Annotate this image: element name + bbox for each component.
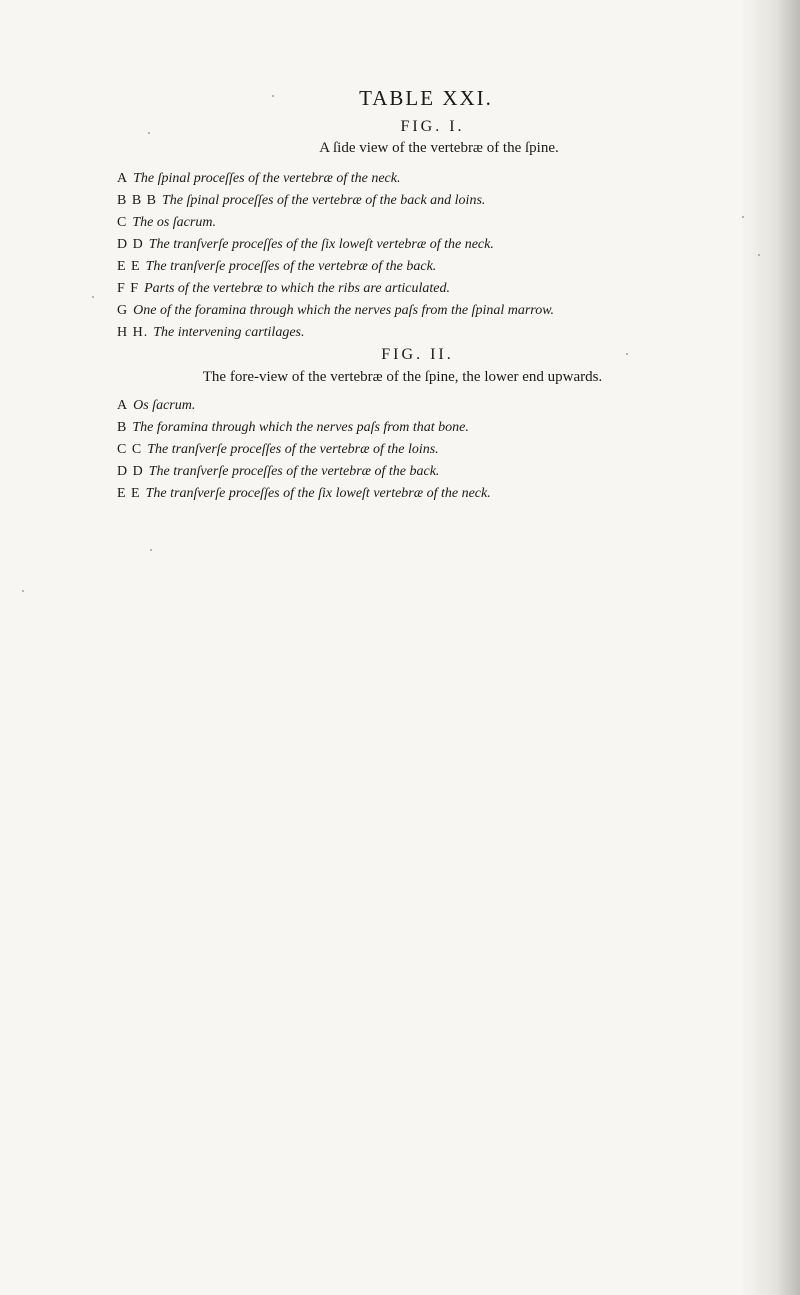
legend-item <box>117 256 554 278</box>
legend-key: D D <box>117 464 144 479</box>
legend-text: The tranſverſe proceſſes of the vertebræ of the back. <box>145 259 437 274</box>
fig2-caption: The fore-view of the vertebræ of the ſpine, the lower end upwards. <box>202 369 603 385</box>
legend-text: The ſpinal proceſſes of the vertebræ of the neck. <box>133 171 401 186</box>
legend-key: F F <box>117 281 140 296</box>
fig1-legend <box>117 168 554 344</box>
paper-speck <box>22 590 24 592</box>
legend-item <box>117 278 554 300</box>
legend-text: The tranſverſe proceſſes of the ſix loweſt vertebræ of the neck. <box>145 486 491 501</box>
legend-text: The tranſverſe proceſſes of the ſix loweſt vertebræ of the neck. <box>148 237 494 252</box>
legend-key: G <box>117 303 129 318</box>
legend-item <box>117 234 554 256</box>
legend-text: Os ſacrum. <box>133 398 196 413</box>
legend-item <box>117 322 554 344</box>
page-gutter-shadow <box>776 0 800 1295</box>
paper-speck <box>150 549 152 551</box>
legend-text: Parts of the vertebræ to which the ribs are articulated. <box>144 281 450 296</box>
legend-key: H H. <box>117 325 149 340</box>
legend-item <box>117 300 554 322</box>
paper-speck <box>272 95 274 97</box>
paper-speck <box>758 254 760 256</box>
legend-text: The foramina through which the nerves paſs from that bone. <box>132 420 469 435</box>
legend-key: E E <box>117 486 141 501</box>
legend-item <box>117 395 491 417</box>
legend-text: The os ſacrum. <box>132 215 216 230</box>
legend-key: A <box>117 398 129 413</box>
legend-text: The ſpinal proceſſes of the vertebræ of the back and loins. <box>162 193 486 208</box>
legend-key: D D <box>117 237 144 252</box>
legend-key: C <box>117 215 128 230</box>
paper-speck <box>742 216 744 218</box>
legend-item <box>117 168 554 190</box>
legend-key: B <box>117 420 128 435</box>
legend-item <box>117 483 491 505</box>
legend-text: The tranſverſe proceſſes of the vertebræ of the back. <box>148 464 440 479</box>
legend-text: The intervening cartilages. <box>153 325 305 340</box>
fig2-heading: FIG. II. <box>381 346 454 363</box>
fig2-legend <box>117 395 491 505</box>
paper-speck <box>92 296 94 298</box>
table-title: TABLE XXI. <box>359 86 493 110</box>
fig1-heading: FIG. I. <box>400 118 465 135</box>
fig1-caption: A ſide view of the vertebræ of the ſpine. <box>319 140 559 156</box>
legend-item <box>117 461 491 483</box>
paper-speck <box>148 132 150 134</box>
paper-speck <box>626 353 628 355</box>
legend-item <box>117 212 554 234</box>
legend-item <box>117 439 491 461</box>
legend-key: E E <box>117 259 141 274</box>
legend-item <box>117 190 554 212</box>
legend-text: One of the foramina through which the nerves paſs from the ſpinal marrow. <box>133 303 555 318</box>
legend-item <box>117 417 491 439</box>
legend-key: A <box>117 171 129 186</box>
legend-key: B B B <box>117 193 158 208</box>
legend-key: C C <box>117 442 143 457</box>
legend-text: The tranſverſe proceſſes of the vertebræ of the loins. <box>147 442 439 457</box>
